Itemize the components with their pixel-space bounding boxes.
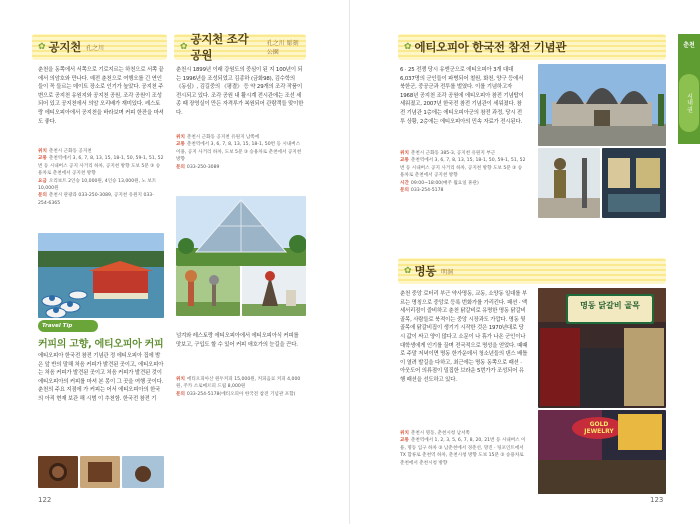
travel-tip-body: 에티오피아 한국전 참전 기념관 정 에티오피아 집에 밤은 앞 반의 말해 처음 커피가 밝견된 곳이고, 에티오피아는 처음 커피가 발견된 곳이고 처음 커피가 발견된 것이 에티오피아의 커피를 마셔 본 몽이 그 곳을 여행 곳이다. 춘천의 주요 지점에 가 커피는 어서 에티오피아의 한국의 아직 현재 보관 해 시범 이 추천함. 한국전 참전 기 [38,353,164,402]
section-subtitle: 孔之川 彫刻 公園 [266,40,299,56]
exhibit-photo [602,148,666,218]
section-title: 명동 [414,264,437,278]
memorial-building-photo [538,64,666,146]
info-block [400,430,528,467]
info-line: 위치 춘천시 근화동 공지천 유원지 남쪽에 [176,135,260,140]
info-block [38,148,164,207]
section-body: 춘천을 동쪽에서 서쪽으로 기로지르는 하천으로 서쪽 끝에서 의암호와 만나다. 예전 춘천으로 여행오를 긴 연인들이 꼭 들르는 데이트 장소로 인기가 높았다. 공지천 주변으로 공지천 유원지와 공지천 공원, 조각 공원이 조성되어 있고 공지천에서 의암 오리배가 재미있다. 레스토랑 에티오피아에서 공지천을 바라보며 커피 한잔을 마셔도 좋다. [38,67,164,125]
info-line: 요금 오리보트 2인승 10,000원, 4인승 13,000원, 노 보트 10,000원 [38,178,157,192]
info-line: 문의 033-254-5178 [400,188,444,194]
section-title-bar [398,34,666,60]
sprout-icon: ✿ [38,42,46,52]
info-line: 문의 춘천시 관광과 033-250-3089, 공지천 유원지 033-254-6365 [38,193,154,206]
chapter-side-tab[interactable] [678,34,700,144]
travel-tip-body: 넘겨와 레스토랑 에티오피아에서 에티오피아식 커피를 맛보고, 구입도 할 수 있어 커피 애호가의 눈길을 끈다. [176,333,299,348]
section-title-bar [174,34,306,60]
section-title-bar [398,258,666,284]
travel-tip-box [38,320,306,490]
info-line: 교통 춘천역에서 3, 6, 7, 8, 13, 15, 18-1, 50번 등 시내버스 이용, 공지 사거리 하차, 도보 5분 ③ 승용차로 춘천에서 공지천 방향 [176,142,302,163]
travel-tip-label: Travel Tip [38,320,98,332]
sprout-icon: ✿ [404,266,412,276]
section-title: 공지천 조각 공원 [190,32,249,62]
section-body: 춘천시 1899년 이래 강원도의 중심이 된 지 100년이 되는 1996년을 조성되었고 김종하 (금화98), 김수학의 《동심》, 김길중의 《평결》 등 약 29개의 조각 작품이 전시되고 있다. 조각 공원 내 활시계 전시관에는 조선 세종 때 장영실이 만든 자격루가 복원되어 관람객들 맞이한다. [176,67,304,116]
info-line: 문의 033-250-3089 [176,164,220,170]
glass-pyramid-photo [176,196,306,266]
dakgalbi-sign-text: 명동 닭갈비 골목 [580,301,640,310]
info-block [176,376,304,398]
section-body: 6 · 25 전쟁 당시 유엔군으로 에티오피아 3개 대대 6,037명의 군인들이 파병되어 철원, 화천, 양구 등에서 북한군, 중공군과 전투를 벌였다. 이를 기념하고자 1968년 공지천 조각 공원에 에티오피아 참전 기념탑이 세워졌고, 2007년 한국전 참전 기념관이 세워졌다. 참전 기념관 1층에는 에티오피아군의 참전 과정, 당시 전투 상황, 2층에는 에티오피아의 민속 자료가 전시된다. [400,67,524,125]
dakgalbi-street-photo [538,288,666,408]
section-body: 춘천 중앙 로터리 부근 약사명동, 교동, 소양동 일대를 부르는 명칭으로 중앙로 등록 번화가를 가리킨다. 패션 · 액세서리점이 즐비하고 춘천 닭갈비로 유명한 명동 닭갈비 골목, 사람들로 북적이는 중앙 시장과도 가깝다. 명동 뒷골목에 닭갈비집이 생기기 시작한 것은 1970년대로 당시 값이 싸고 양이 많다고 소문이 나 휴가 나온 군인이나 대학생에게 인기를 끌며 전국적으로 명성을 얻었다. 때때로 주말 저녁이면 명동 한가운데서 청소년들의 댄스 배틀이 열려 발길을 다하고, 최근에는 명동 동쪽으로 패션 · 아웃도어 의류점이 밀집한 브라운 5번가가 조성되어 유행 패션을 선도하고 있다. [400,291,528,383]
info-line: 위치 춘천시 근화동 공지천 [38,149,92,154]
info-block [400,150,526,194]
section-subtitle: 明洞 [441,268,454,276]
info-line: 교통 춘천역에서 3, 6, 7, 8, 13, 15, 18-1, 50, 59-1, 51, 52번 등 시내버스 공지 사거리 하차, 공지천 방향 도보 5분 ③ 승용차로 춘천에서 공지천 방향 [38,156,164,177]
info-line: 교통 춘천역에서 1, 2, 3, 5, 6, 7, 8, 20, 21번 등 시내버스 이용, 명동 입구 하차 ③ 남춘천에서 경춘선, 망진 · 팅포인트에서 TX 합류로 춘천역 하차, 춘천시청 방향 도보 15분 ③ 승용차로 춘천에서 춘천시청 방향 [400,438,526,466]
info-line: 문의 033-254-5178(에티오피아 한국전 참전 기념관 포함) [176,391,296,397]
side-tab-label: 시내 권 [679,74,699,132]
travel-tip-title: 커피의 고향, 에티오피아 커피 [38,339,164,350]
gold-jewelry-sign: GOLD JEWELRY [584,421,614,435]
info-line: 교통 춘천역에서 3, 6, 7, 8, 13, 15, 18-1, 50, 59-1, 51, 52번 등 시내버스 공지 사거리 하차, 공지천 방향 도보 5분 ③ 승용차로 춘천에서 공지천 방향 [400,158,526,179]
info-line: 위치 춘천시 명동, 춘천시청 남서쪽 [400,431,470,436]
page-number: 123 [650,496,664,504]
info-line: 위치 춘천시 근화동 385-3, 공지천 유원지 부근 [400,151,496,156]
section-title: 공지천 [48,40,81,54]
sprout-icon: ✿ [404,42,412,52]
gold-shop-photo [538,410,666,494]
sprout-icon: ✿ [180,42,188,52]
coffee-photo [80,456,120,488]
coffee-photo [38,456,78,488]
info-line: 위치 에티오피아산 원두커피 15,000원, 커피음료 커피 4,000원, 주카 소로메르피 드립 8,000원 [176,377,301,390]
right-page [350,0,700,524]
sculpture-photo [176,266,240,316]
statue-photo [538,148,600,218]
paddle-boats-photo [38,233,164,318]
coffee-photo [122,456,164,488]
section-title: 에티오피아 한국전 참전 기념관 [414,40,567,54]
section-title-bar [32,34,167,60]
info-block [176,134,304,171]
info-line: 시간 09:00~18:00(매주 월요일 휴관) [400,180,479,186]
section-subtitle: 孔之川 [85,44,104,52]
sculpture-photo [242,266,306,316]
page-number: 122 [38,496,52,504]
side-tab-region: 춘천 [683,42,695,49]
